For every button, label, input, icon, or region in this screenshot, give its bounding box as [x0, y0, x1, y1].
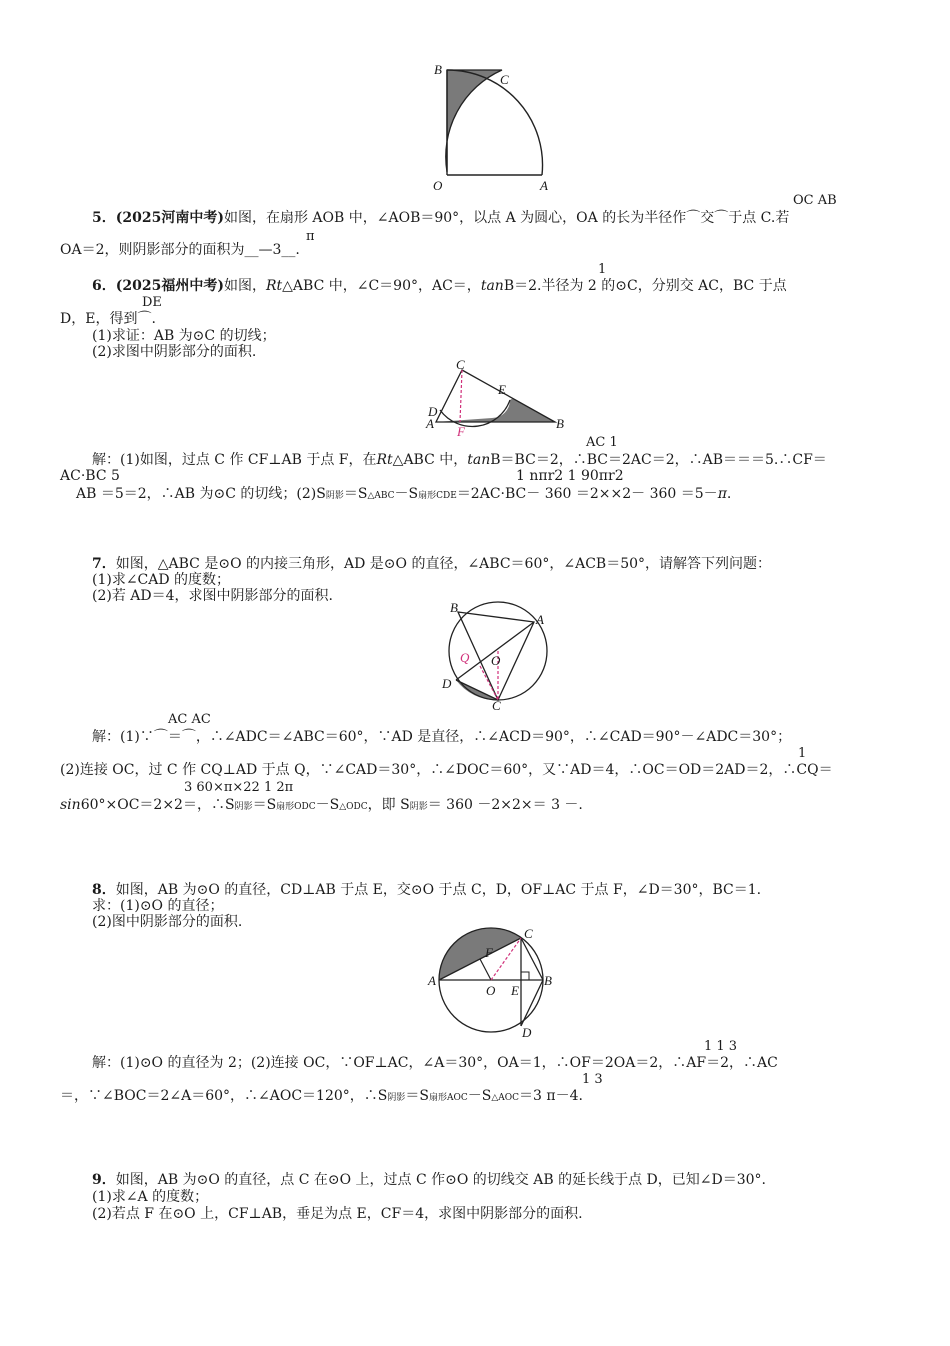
p5-frac-num: π [306, 229, 315, 244]
label-d: D [442, 676, 452, 691]
shaded-region [446, 70, 502, 172]
label-a: A [536, 612, 544, 627]
s7-l3b: ＝S [252, 797, 277, 813]
s6-l3a: AB ＝5＝2，∴AB 为⊙C 的切线；(2)S [76, 486, 326, 502]
p9-number: 9． [92, 1172, 116, 1188]
s6-l3e: . [726, 486, 732, 502]
p8-question1: 求：(1)⊙O 的直径； [92, 898, 224, 914]
s6-sub1: 阴影 [325, 491, 344, 501]
figure-circle-ab-diameter [425, 925, 565, 1040]
p5-line1: 如图，在扇形 AOB 中，∠AOB＝90°，以点 A 为圆心，OA 的长为半径作⌒交⌒于点 C.若 [223, 210, 790, 226]
p8-line1: 如图，AB 为⊙O 的直径，CD⊥AB 于点 E，交⊙O 于点 C，D，OF⊥AC 于点 F，∠D＝30°，BC＝1. [115, 882, 762, 898]
label-q: Q [460, 650, 470, 665]
segment-of [480, 959, 491, 980]
s6-l3b: ＝S [343, 486, 368, 502]
s7-line2: (2)连接 OC，过 C 作 CQ⊥AD 于点 Q，∵∠CAD＝30°，∴∠DOC＝60°，又∵AD＝4，∴OC＝OD＝2AD＝2，∴CQ＝ [60, 762, 833, 778]
s8-frac-top: 1 1 3 [704, 1039, 738, 1054]
p9-question1: (1)求∠A 的度数； [92, 1189, 209, 1205]
p7-number: 7． [92, 556, 116, 572]
s8-l2a: ＝，∵∠BOC＝2∠A＝60°，∴∠AOC＝120°，∴S [60, 1088, 388, 1104]
p6-statement [92, 278, 787, 294]
p6-frac-top: 1 [598, 262, 607, 277]
s6-l1b: △ABC 中， [392, 452, 468, 468]
label-e: E [498, 382, 506, 397]
s7-line3 [60, 797, 583, 815]
s6-l3d: ＝2AC·BC－ 360 ＝2××2－ 360 ＝5－ [456, 486, 718, 502]
label-d: D [428, 404, 438, 419]
s7-l3a: 60°×OC＝2×2＝，∴S [80, 797, 235, 813]
p5-number: 5． [92, 210, 116, 226]
s6-pi: π [717, 486, 727, 502]
s8-mid: 1 3 [582, 1072, 603, 1087]
label-a: A [426, 416, 434, 431]
s7-l3e: ＝ 360 －2×2×＝ 3 －. [427, 797, 583, 813]
p6-line2: D，E，得到⌒. [60, 311, 156, 327]
p8-statement [92, 882, 761, 898]
p8-number: 8． [92, 882, 116, 898]
s7-sin: sin [60, 797, 81, 813]
p7-question1: (1)求∠CAD 的度数； [92, 572, 231, 588]
label-f: F [457, 424, 465, 439]
s7-sub4: 阴影 [409, 802, 428, 812]
label-c: C [492, 698, 501, 713]
s6-line3 [76, 486, 731, 504]
s6-l1a: 解：(1)如图，过点 C 作 CF⊥AB 于点 F，在 [92, 452, 377, 468]
label-b: B [556, 416, 564, 431]
s8-l2d: ＝3 π－4. [519, 1088, 583, 1104]
s8-sub3: △AOC [491, 1093, 520, 1103]
s8-sub1: 阴影 [387, 1093, 406, 1103]
figure-triangle-abc-arc [420, 358, 570, 438]
label-o: O [486, 983, 496, 998]
p9-question2: (2)若点 F 在⊙O 上，CF⊥AB，垂足为点 E，CF＝4，求图中阴影部分的面积. [92, 1206, 583, 1222]
figure-circle-abc [430, 600, 550, 712]
p6-l1b: △ABC 中，∠C＝90°，AC＝， [282, 278, 481, 294]
s6-line2: AC·BC 5 [60, 468, 120, 484]
s6-mid: 1 nπr2 1 90πr2 [516, 468, 624, 484]
p7-question2: (2)若 AD＝4，求图中阴影部分的面积. [92, 588, 333, 604]
p9-line1: 如图，AB 为⊙O 的直径，点 C 在⊙O 上，过点 C 作⊙O 的切线交 AB 的延长线于点 D，已知∠D＝30°. [115, 1172, 766, 1188]
label-o: O [491, 653, 501, 668]
p5-line2d: __. [281, 242, 300, 258]
p6-question2: (2)求图中阴影部分的面积. [92, 344, 257, 360]
s7-l3d: ，即 S [367, 797, 410, 813]
label-d: D [522, 1025, 532, 1040]
label-a: A [428, 973, 436, 988]
label-b: B [434, 62, 442, 77]
p6-number: 6． [92, 278, 116, 294]
s7-l3c: －S [315, 797, 340, 813]
p6-l1c: B＝2.半径为 2 的⊙C，分别交 AC，BC 于点 [503, 278, 787, 294]
p5-statement [92, 210, 789, 226]
p5-source: (2025河南中考) [115, 210, 224, 226]
p8-question2: (2)图中阴影部分的面积. [92, 914, 243, 930]
s7-mid: 3 60×π×22 1 2π [184, 780, 294, 795]
perpendicular-cf [460, 370, 462, 422]
label-c: C [456, 357, 465, 372]
p5-line2a: OA＝2，则阴影部分的面积为__ [60, 242, 259, 258]
s7-line1: 解：(1)∵⌒＝⌒，∴∠ADC＝∠ABC＝60°，∵AD 是直径，∴∠ACD＝90°，∴∠CAD＝90°－∠ADC＝30°； [92, 729, 792, 745]
p6-question1: (1)求证：AB 为⊙C 的切线； [92, 328, 276, 344]
label-a: A [540, 178, 548, 193]
label-c: C [500, 72, 509, 87]
s7-sub2: 扇形ODC [276, 802, 316, 812]
s6-sub2: △ABC [367, 491, 395, 501]
p9-statement [92, 1172, 766, 1188]
p5-line2b: — [258, 242, 273, 258]
p6-tan: tan [480, 278, 504, 294]
s6-sub3: 扇形CDE [418, 491, 457, 501]
p5-line2c: 3 [272, 242, 282, 258]
s8-line1: 解：(1)⊙O 的直径为 2；(2)连接 OC，∵OF⊥AC，∠A＝30°，OA＝1，∴OF＝2OA＝2，∴AF＝2，∴AC [92, 1055, 778, 1071]
label-f: F [485, 945, 493, 960]
label-c: C [524, 926, 533, 941]
p5-line2 [60, 242, 300, 258]
p6-l1a: 如图， [223, 278, 266, 294]
p7-line1: 如图，△ABC 是⊙O 的内接三角形，AD 是⊙O 的直径，∠ABC＝60°，∠ACB＝50°，请解答下列问题： [115, 556, 772, 572]
s7-sub1: 阴影 [234, 802, 253, 812]
p6-arc-label: DE [142, 295, 162, 310]
s6-tan: tan [467, 452, 491, 468]
figure-sector-aob [420, 60, 560, 195]
s6-line1 [92, 452, 827, 468]
label-b: B [544, 973, 552, 988]
s6-frac-top: AC 1 [586, 435, 618, 450]
s8-l2b: ＝S [405, 1088, 429, 1104]
s6-rt: Rt [376, 452, 393, 468]
label-o: O [433, 178, 443, 193]
p6-rt: Rt [265, 278, 283, 294]
p6-source: (2025福州中考) [115, 278, 224, 294]
label-b: B [450, 600, 458, 615]
s8-l2c: －S [467, 1088, 492, 1104]
p7-statement [92, 556, 771, 572]
s8-line2 [60, 1088, 583, 1106]
s7-sub3: △ODC [339, 802, 368, 812]
s6-l3c: －S [394, 486, 419, 502]
s7-one: 1 [798, 746, 807, 761]
p5-arc-labels: OC AB [793, 193, 837, 208]
label-e: E [511, 983, 519, 998]
s8-sub2: 扇形AOC [428, 1093, 468, 1103]
s7-arc-labels: AC AC [168, 712, 211, 727]
s6-l1c: B＝BC＝2，∴BC＝2AC＝2，∴AB＝＝＝5.∴CF＝ [490, 452, 827, 468]
